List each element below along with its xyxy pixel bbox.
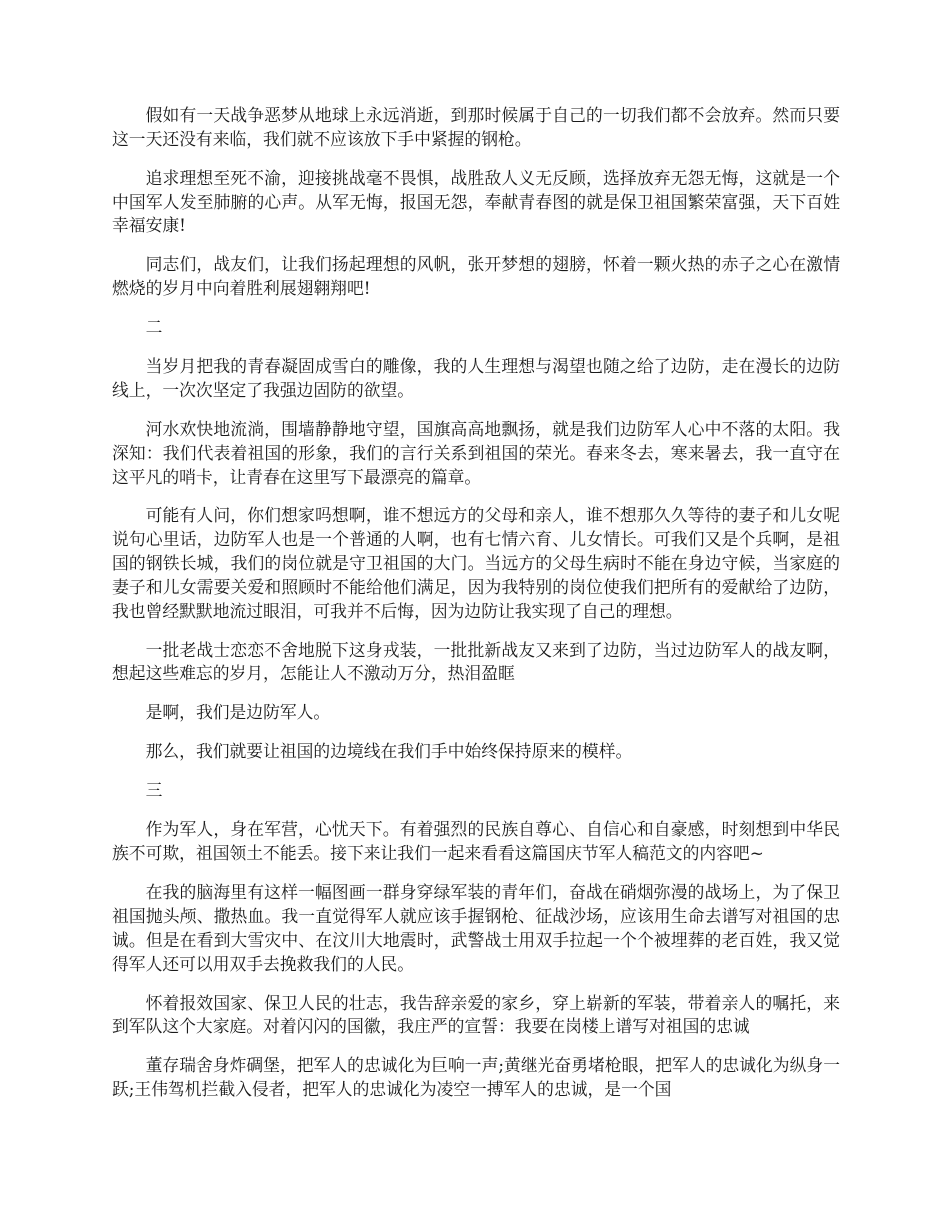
paragraph: 在我的脑海里有这样一幅图画一群身穿绿军装的青年们，奋战在硝烟弥漫的战场上，为了保卫祖国抛头颅、撒热血。我一直觉得军人就应该手握钢枪、征战沙场，应该用生命去谱写对祖国的忠诚。但是在看到大雪灾中、在汶川大地震时，武警战士用双手拉起一个个被埋葬的老百姓，我又觉得军人还可以用双手去挽救我们的人民。: [112, 882, 840, 974]
paragraph: 那么，我们就要让祖国的边境线在我们手中始终保持原来的模样。: [145, 741, 633, 762]
paragraph: 怀着报效国家、保卫人民的壮志，我告辞亲爱的家乡，穿上崭新的军装，带着亲人的嘱托，来到军队这个大家庭。对着闪闪的国徽，我庄严的宣誓：我要在岗楼上谱写对祖国的忠诚: [112, 992, 840, 1037]
paragraph: 假如有一天战争恶梦从地球上永远消逝，到那时候属于自己的一切我们都不会放弃。然而只要这一天还没有来临，我们就不应该放下手中紧握的钢枪。: [112, 105, 840, 149]
paragraph: 作为军人，身在军营，心忧天下。有着强烈的民族自尊心、自信心和自豪感，时刻想到中华民族不可欺，祖国领土不能丢。接下来让我们一起来看看这篇国庆节军人稿范文的内容吧~: [112, 819, 840, 864]
paragraph: 是啊，我们是边防军人。: [145, 702, 331, 723]
paragraph: 追求理想至死不渝，迎接挑战毫不畏惧，战胜敌人义无反顾，选择放弃无怨无悔，这就是一个中国军人发至肺腑的心声。从军无悔，报国无怨，奉献青春图的就是保卫祖国繁荣富强，天下百姓幸福安康!: [112, 167, 840, 236]
paragraph: 董存瑞舍身炸碉堡，把军人的忠诚化为巨响一声;黄继光奋勇堵枪眼，把军人的忠诚化为纵身一跃;王伟驾机拦截入侵者，把军人的忠诚化为凌空一搏军人的忠诚，是一个国: [112, 1055, 840, 1100]
paragraph: 同志们，战友们，让我们扬起理想的风帆，张开梦想的翅膀，怀着一颗火热的赤子之心在激情燃烧的岁月中向着胜利展翅翱翔吧!: [112, 254, 840, 299]
paragraph: 可能有人问，你们想家吗想啊，谁不想远方的父母和亲人，谁不想那久久等待的妻子和儿女呢说句心里话，边防军人也是一个普通的人啊，也有七情六育、儿女情长。可我们又是个兵啊，是祖国的钢铁长城，我们的岗位就是守卫祖国的大门。当远方的父母生病时不能在身边守候，当家庭的妻子和儿女需要关爱和照顾时不能给他们满足，因为我特别的岗位使我们把所有的爱献给了边防，我也曾经默默地流过眼泪，可我并不后悔，因为边防让我实现了自己的理想。: [112, 505, 840, 621]
paragraph: 一批老战士恋恋不舍地脱下这身戎装，一批批新战友又来到了边防，当过边防军人的战友啊，想起这些难忘的岁月，怎能让人不激动万分，热泪盈眶: [112, 639, 840, 684]
document-body: [112, 104, 840, 1117]
section-heading: 三: [145, 780, 163, 801]
paragraph: 当岁月把我的青春凝固成雪白的雕像，我的人生理想与渴望也随之给了边防，走在漫长的边防线上，一次次坚定了我强边固防的欲望。: [112, 356, 840, 400]
paragraph: 河水欢快地流淌，围墙静静地守望，国旗高高地飘扬，就是我们边防军人心中不落的太阳。我深知：我们代表着祖国的形象，我们的言行关系到祖国的荣光。春来冬去，寒来暑去，我一直守在这平凡的哨卡，让青春在这里写下最漂亮的篇章。: [112, 418, 840, 487]
section-heading: 二: [145, 317, 163, 338]
